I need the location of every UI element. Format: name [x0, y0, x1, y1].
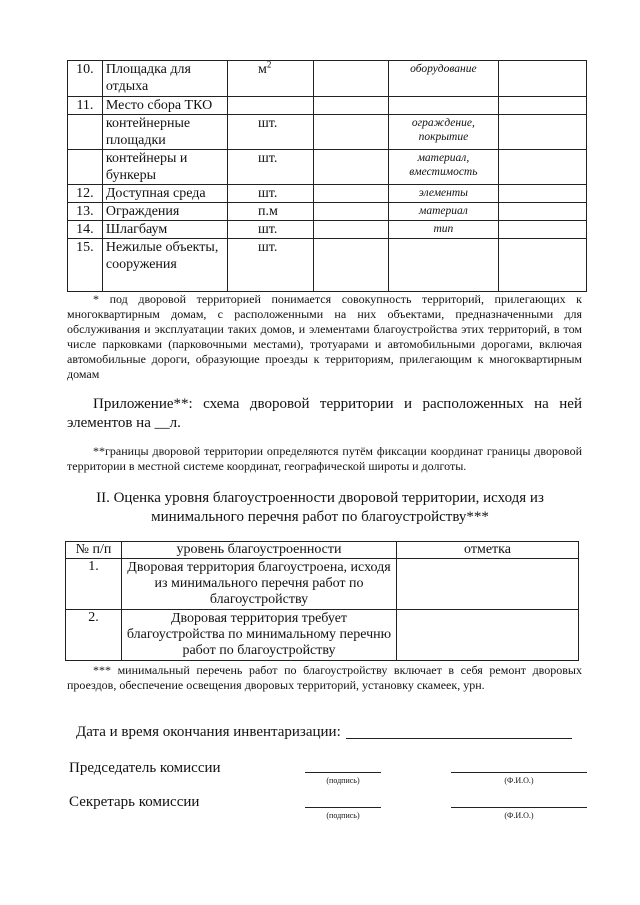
- table-row: [68, 61, 587, 97]
- unit-text: м: [257, 62, 267, 77]
- appendix-note: Приложение**: схема дворовой территории и расположенных на ней элементов на __л.: [67, 396, 582, 431]
- empty-cell: [314, 97, 389, 115]
- row-unit: шт.: [227, 185, 313, 203]
- name-line: [451, 772, 587, 773]
- row-level: Дворовая территория благоустроена, исходя из минимального перечня работ по благоустройству: [122, 559, 397, 610]
- row-note: [389, 97, 499, 115]
- inventory-table: [67, 60, 587, 292]
- table-row: [68, 221, 587, 239]
- row-number: 13.: [68, 203, 103, 221]
- footnote-yard-territory: * под дворовой территорией понимается совокупность территорий, прилегающих к многоквартирным домам, с расположенными на них объектами, предназначенными для обслуживания и эксплуатации таких домов, и элементами благоустройства этих территорий, в том числе парковками (парковочными местами), тротуарами и автомобильными дорогами, включая автомобильные дороги, образующие проезды к территориям, прилегающим к многоквартирным домам: [67, 292, 582, 381]
- row-note: материал: [389, 203, 499, 221]
- column-header: уровень благоустроенности: [122, 542, 397, 559]
- row-unit: шт.: [227, 150, 313, 185]
- assessment-table: [65, 541, 579, 661]
- empty-cell: [498, 221, 586, 239]
- table-row: [68, 203, 587, 221]
- row-name: контейнерные площадки: [102, 115, 227, 150]
- empty-cell: [314, 115, 389, 150]
- row-number: [68, 115, 103, 150]
- empty-cell: [314, 185, 389, 203]
- footnote-minimal-list: *** минимальный перечень работ по благоустройству включает в себя ремонт дворовых проездов, обеспечение освещения дворовых территорий, установку скамеек, урн.: [67, 663, 582, 692]
- row-number: [68, 150, 103, 185]
- empty-cell: [314, 203, 389, 221]
- row-unit: [227, 97, 313, 115]
- row-note: элементы: [389, 185, 499, 203]
- empty-cell: [498, 185, 586, 203]
- row-number: 11.: [68, 97, 103, 115]
- row-note: оборудование: [389, 61, 499, 97]
- signature-line: [305, 772, 381, 773]
- row-number: 12.: [68, 185, 103, 203]
- row-number: 10.: [68, 61, 103, 97]
- end-date-label: Дата и время окончания инвентаризации:: [76, 724, 341, 740]
- signature-caption: (подпись): [326, 811, 360, 820]
- row-note: ограждение, покрытие: [389, 115, 499, 150]
- empty-cell: [314, 221, 389, 239]
- table-header-row: [66, 542, 579, 559]
- table-row: [68, 115, 587, 150]
- row-unit: шт.: [227, 239, 313, 292]
- row-number: 15.: [68, 239, 103, 292]
- row-number: 14.: [68, 221, 103, 239]
- end-date-line: [346, 738, 572, 739]
- empty-cell: [498, 150, 586, 185]
- secretary-label: Секретарь комиссии: [69, 794, 200, 810]
- row-name: Площадка для отдыха: [102, 61, 227, 97]
- row-name: контейнеры и бункеры: [102, 150, 227, 185]
- row-mark: [397, 610, 579, 661]
- empty-cell: [498, 61, 586, 97]
- empty-cell: [314, 150, 389, 185]
- row-level: Дворовая территория требует благоустройства по минимальному перечню работ по благоустройству: [122, 610, 397, 661]
- empty-cell: [498, 239, 586, 292]
- column-header: отметка: [397, 542, 579, 559]
- table-row: [66, 559, 579, 610]
- empty-cell: [498, 97, 586, 115]
- empty-cell: [314, 61, 389, 97]
- table-row: [68, 185, 587, 203]
- footnote-boundaries: **границы дворовой территории определяются путём фиксации координат границы дворовой территории в местной системе координат, географической широты и долготы.: [67, 444, 582, 473]
- row-note: материал, вместимость: [389, 150, 499, 185]
- row-note: тип: [389, 221, 499, 239]
- row-name: Ограждения: [102, 203, 227, 221]
- row-name: Доступная среда: [102, 185, 227, 203]
- column-header: № п/п: [66, 542, 122, 559]
- empty-cell: [314, 239, 389, 292]
- section-title: II. Оценка уровня благоустроенности дворовой территории, исходя из минимального перечня работ по благоустройству***: [96, 490, 544, 525]
- signature-caption: (подпись): [326, 776, 360, 785]
- empty-cell: [498, 203, 586, 221]
- name-line: [451, 807, 587, 808]
- row-note: [389, 239, 499, 292]
- unit-superscript: 2: [266, 59, 272, 70]
- row-number: 2.: [66, 610, 122, 661]
- row-unit: п.м: [227, 203, 313, 221]
- row-name: Место сбора ТКО: [102, 97, 227, 115]
- table-row: [68, 239, 587, 292]
- chairman-label: Председатель комиссии: [69, 760, 221, 776]
- row-number: 1.: [66, 559, 122, 610]
- name-caption: (Ф.И.О.): [504, 811, 534, 820]
- row-name: Нежилые объекты, сооружения: [102, 239, 227, 292]
- row-name: Шлагбаум: [102, 221, 227, 239]
- table-row: [66, 610, 579, 661]
- table-row: [68, 150, 587, 185]
- name-caption: (Ф.И.О.): [504, 776, 534, 785]
- signature-line: [305, 807, 381, 808]
- empty-cell: [498, 115, 586, 150]
- row-unit: шт.: [227, 115, 313, 150]
- row-mark: [397, 559, 579, 610]
- row-unit: шт.: [227, 221, 313, 239]
- table-row: [68, 97, 587, 115]
- row-unit: [227, 61, 313, 97]
